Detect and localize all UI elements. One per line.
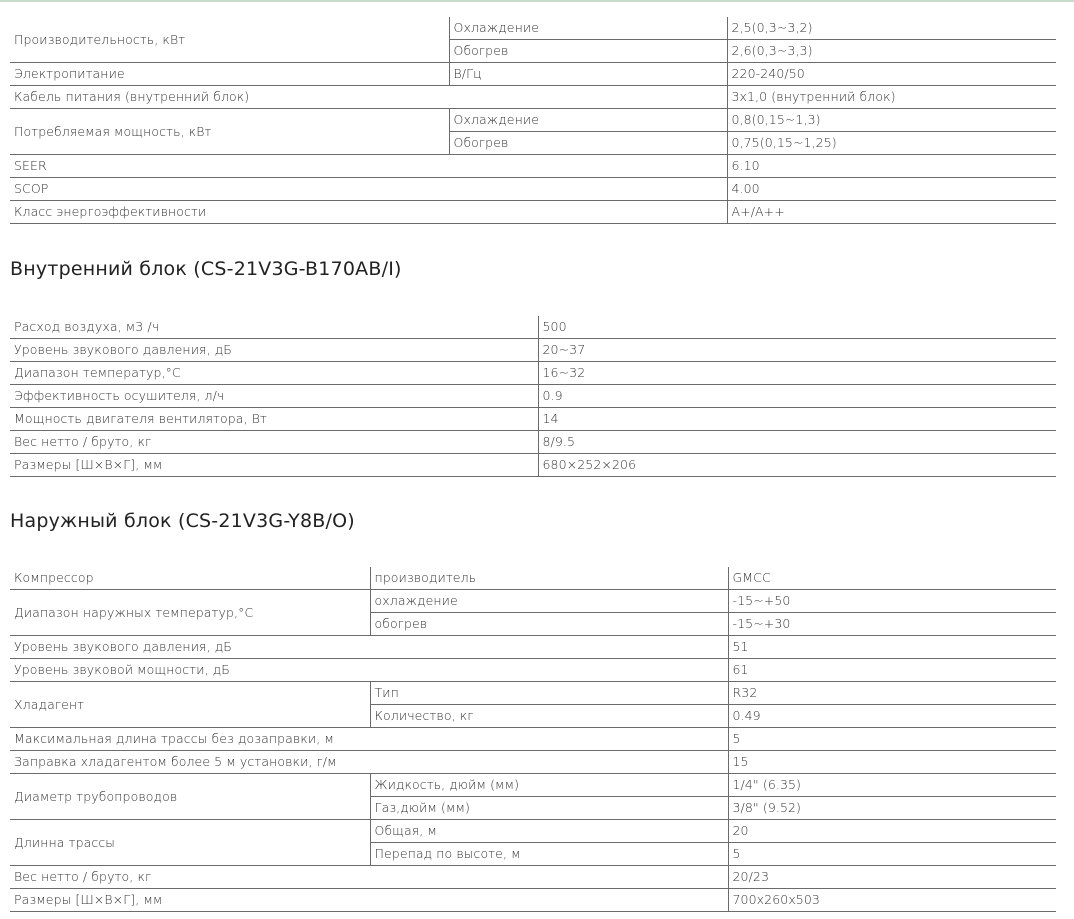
spec-label: Диапазон наружных температур,°С (10, 590, 370, 636)
spec-label: Уровень звукового давления, дБ (10, 339, 538, 362)
indoor-spec-table (10, 316, 1056, 477)
spec-sublabel: Обогрев (449, 40, 727, 63)
spec-value: 5 (728, 728, 1056, 751)
spec-value: 0,8(0,15~1,3) (727, 109, 1056, 132)
table-row (10, 178, 1056, 201)
spec-value: 700x260x503 (728, 889, 1056, 912)
spec-value: 8/9.5 (538, 431, 1056, 454)
table-row (10, 820, 1056, 843)
spec-label: Диаметр трубопроводов (10, 774, 370, 820)
top-divider (0, 0, 1074, 2)
table-row (10, 889, 1056, 912)
table-row (10, 201, 1056, 224)
table-row (10, 636, 1056, 659)
spec-value: 51 (728, 636, 1056, 659)
spec-label: Мощность двигателя вентилятора, Вт (10, 408, 538, 431)
outdoor-spec-table (10, 567, 1056, 912)
spec-sublabel: Количество, кг (370, 705, 728, 728)
spec-value: 2,6(0,3~3,3) (727, 40, 1056, 63)
table-row (10, 659, 1056, 682)
spec-label: Длинна трассы (10, 820, 370, 866)
spec-sublabel: Тип (370, 682, 728, 705)
outdoor-unit-heading: Наружный блок (CS-21V3G-Y8B/O) (10, 510, 355, 532)
spec-value: 20/23 (728, 866, 1056, 889)
spec-value: 2,5(0,3~3,2) (727, 17, 1056, 40)
table-row (10, 316, 1056, 339)
spec-label: Компрессор (10, 567, 370, 590)
spec-value: R32 (728, 682, 1056, 705)
spec-value: GMCC (728, 567, 1056, 590)
table-row (10, 567, 1056, 590)
spec-sublabel: обогрев (370, 613, 728, 636)
spec-sublabel: Охлаждение (449, 17, 727, 40)
table-row (10, 339, 1056, 362)
spec-label: Размеры [Ш×В×Г], мм (10, 454, 538, 477)
spec-value: 61 (728, 659, 1056, 682)
spec-value: 3x1,0 (внутренний блок) (727, 86, 1056, 109)
spec-value: 5 (728, 843, 1056, 866)
spec-sublabel: Перепад по высоте, м (370, 843, 728, 866)
spec-value: 0.9 (538, 385, 1056, 408)
spec-label: Эффективность осушителя, л/ч (10, 385, 538, 408)
spec-label: SEER (10, 155, 727, 178)
spec-value: 0.49 (728, 705, 1056, 728)
spec-value: 4.00 (727, 178, 1056, 201)
spec-value: 6.10 (727, 155, 1056, 178)
spec-value: 680×252×206 (538, 454, 1056, 477)
spec-label: Размеры [Ш×В×Г], мм (10, 889, 728, 912)
spec-value: 0,75(0,15~1,25) (727, 132, 1056, 155)
table-row (10, 63, 1056, 86)
spec-label: SCOP (10, 178, 727, 201)
spec-label: Электропитание (10, 63, 449, 86)
spec-value: 220-240/50 (727, 63, 1056, 86)
spec-value: 20~37 (538, 339, 1056, 362)
spec-sublabel: Обогрев (449, 132, 727, 155)
spec-label: Потребляемая мощность, кВт (10, 109, 449, 155)
table-row (10, 774, 1056, 797)
table-row (10, 17, 1056, 40)
spec-label: Вес нетто / брутo, кг (10, 431, 538, 454)
table-row (10, 431, 1056, 454)
table-row (10, 728, 1056, 751)
spec-value: 14 (538, 408, 1056, 431)
spec-value: -15~+50 (728, 590, 1056, 613)
spec-value: 1/4" (6.35) (728, 774, 1056, 797)
spec-value: 3/8" (9.52) (728, 797, 1056, 820)
general-spec-table (10, 17, 1056, 224)
spec-label: Заправка хладагентом более 5 м установки, г/м (10, 751, 728, 774)
table-row (10, 590, 1056, 613)
spec-value: 20 (728, 820, 1056, 843)
table-row (10, 109, 1056, 132)
spec-sublabel: Жидкость, дюйм (мм) (370, 774, 728, 797)
spec-sublabel: Газ,дюйм (мм) (370, 797, 728, 820)
spec-value: -15~+30 (728, 613, 1056, 636)
table-row (10, 751, 1056, 774)
spec-label: Уровень звукового давления, дБ (10, 636, 728, 659)
spec-label: Хладагент (10, 682, 370, 728)
spec-label: Диапазон температур,°С (10, 362, 538, 385)
table-row (10, 408, 1056, 431)
spec-sublabel: В/Гц (449, 63, 727, 86)
spec-value: 15 (728, 751, 1056, 774)
table-row (10, 866, 1056, 889)
table-row (10, 682, 1056, 705)
spec-sublabel: охлаждение (370, 590, 728, 613)
spec-label: Вес нетто / брутo, кг (10, 866, 728, 889)
spec-sublabel: Общая, м (370, 820, 728, 843)
spec-label: Класс энергоэффективности (10, 201, 727, 224)
indoor-unit-heading: Внутренний блок (CS-21V3G-B170AB/I) (10, 258, 402, 280)
spec-label: Кабель питания (внутренний блок) (10, 86, 727, 109)
table-row (10, 454, 1056, 477)
spec-value: 16~32 (538, 362, 1056, 385)
spec-value: A+/A++ (727, 201, 1056, 224)
spec-sublabel: производитель (370, 567, 728, 590)
spec-label: Уровень звуковой мощности, дБ (10, 659, 728, 682)
spec-label: Максимальная длина трассы без дозаправки, м (10, 728, 728, 751)
table-row (10, 155, 1056, 178)
spec-sublabel: Охлаждение (449, 109, 727, 132)
table-row (10, 86, 1056, 109)
spec-label: Расход воздуха, м3 /ч (10, 316, 538, 339)
table-row (10, 385, 1056, 408)
spec-value: 500 (538, 316, 1056, 339)
spec-label: Производительность, кВт (10, 17, 449, 63)
table-row (10, 362, 1056, 385)
